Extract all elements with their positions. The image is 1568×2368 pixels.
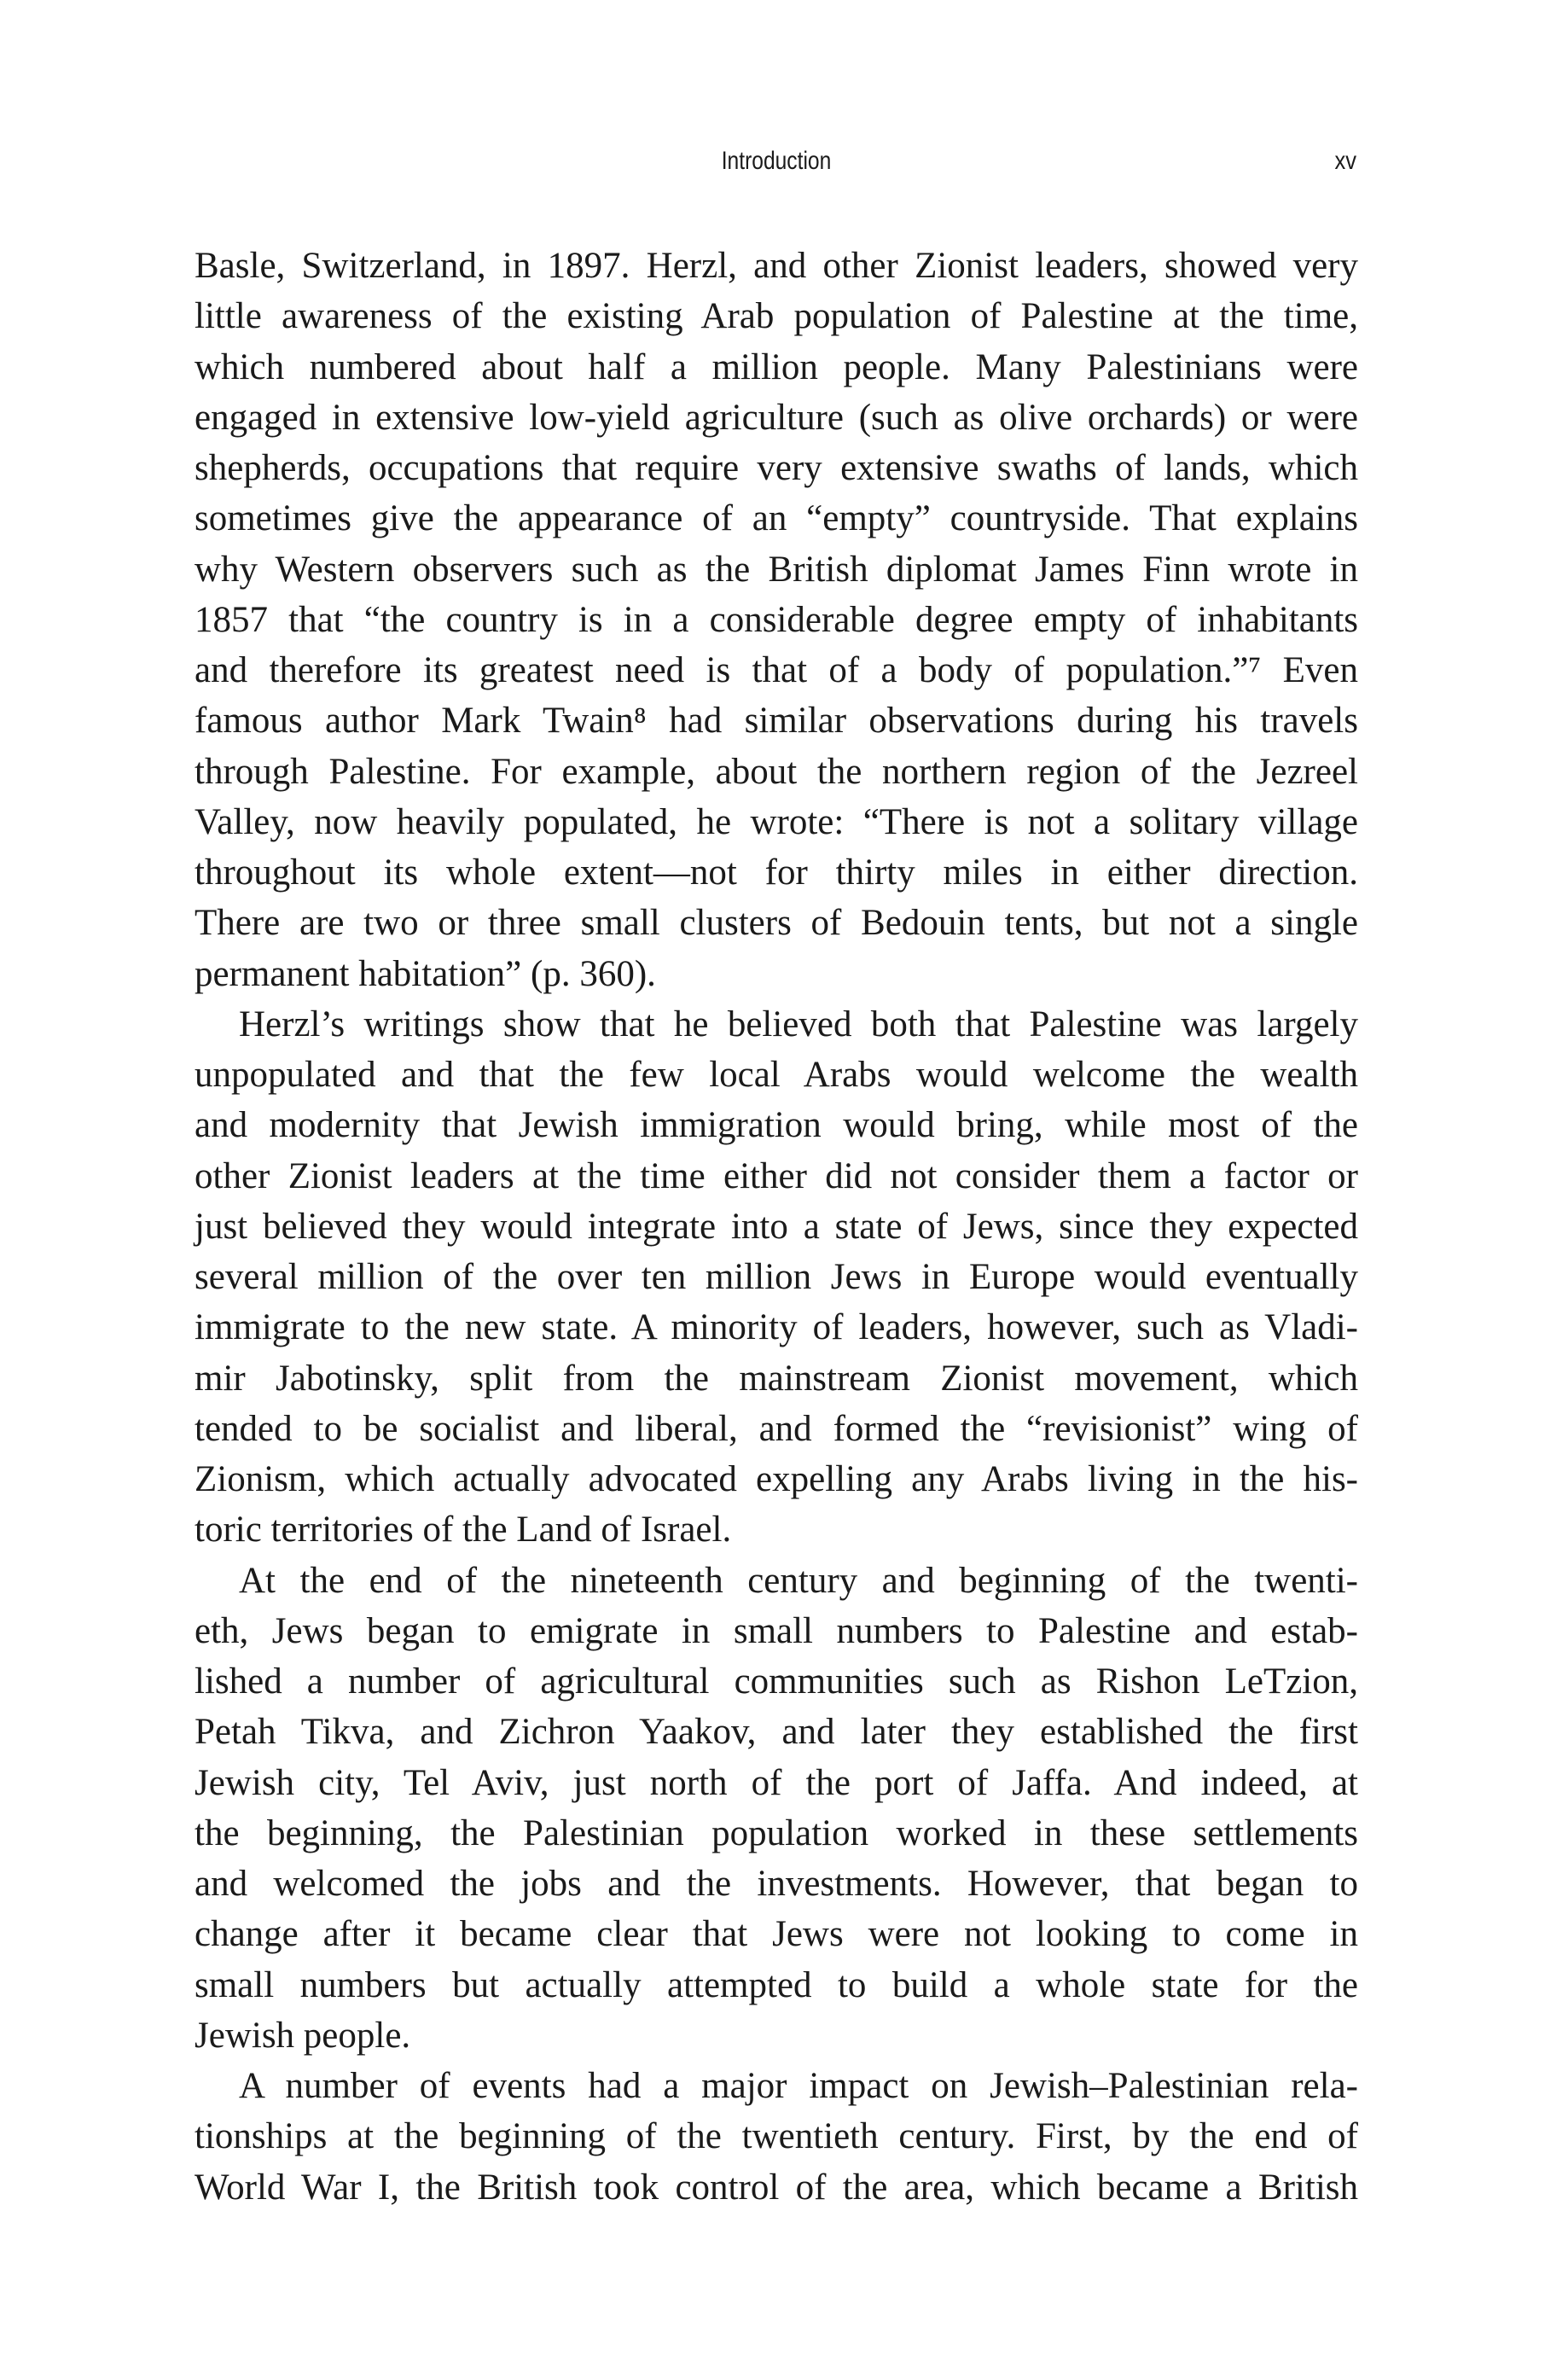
text-line: the beginning, the Palestinian population worked in these settlements: [195, 1812, 1358, 1853]
body-text: [195, 241, 1358, 2213]
text-line: change after it became clear that Jews were not looking to come in: [195, 1914, 1358, 1955]
paragraph: [195, 999, 1358, 1556]
text-line: A number of events had a major impact on Jewish–Palestinian rela-: [239, 2066, 1358, 2106]
text-line: and therefore its greatest need is that of a body of population.”⁷ Even: [195, 650, 1358, 690]
text-line: eth, Jews began to emigrate in small numbers to Palestine and estab-: [195, 1610, 1358, 1651]
paragraph: [195, 2061, 1358, 2213]
text-line: just believed they would integrate into a state of Jews, since they expected: [195, 1206, 1358, 1247]
text-line: Petah Tikva, and Zichron Yaakov, and later they established the first: [195, 1712, 1358, 1753]
running-header: [195, 147, 1358, 184]
text-line: unpopulated and that the few local Arabs would welcome the wealth: [195, 1055, 1358, 1095]
text-line: 1857 that “the country is in a considerable degree empty of inhabitants: [195, 599, 1358, 640]
text-line: and welcomed the jobs and the investments. However, that began to: [195, 1864, 1358, 1904]
text-line: lished a number of agricultural communities such as Rishon LeTzion,: [195, 1661, 1358, 1702]
text-line: sometimes give the appearance of an “empty” countryside. That explains: [195, 498, 1358, 539]
text-line: Zionism, which actually advocated expelling any Arabs living in the his-: [195, 1459, 1358, 1499]
paragraph: [195, 241, 1358, 999]
text-line: small numbers but actually attempted to build a whole state for the: [195, 1964, 1358, 2005]
running-header-title: Introduction: [721, 147, 832, 175]
text-line: which numbered about half a million people. Many Palestinians were: [195, 346, 1358, 387]
text-line: There are two or three small clusters of Bedouin tents, but not a single: [195, 903, 1358, 944]
text-line: why Western observers such as the British diplomat James Finn wrote in: [195, 549, 1358, 590]
text-line: World War I, the British took control of the area, which became a British: [195, 2167, 1358, 2208]
text-line: toric territories of the Land of Israel.: [195, 1510, 732, 1551]
text-line: and modernity that Jewish immigration would bring, while most of the: [195, 1105, 1358, 1146]
text-line: At the end of the nineteenth century and beginning of the twenti-: [239, 1560, 1358, 1601]
text-line: Jewish city, Tel Aviv, just north of the port of Jaffa. And indeed, at: [195, 1762, 1358, 1803]
text-line: tionships at the beginning of the twentieth century. First, by the end of: [195, 2116, 1358, 2157]
page-number: xv: [1334, 147, 1356, 175]
text-line: immigrate to the new state. A minority of leaders, however, such as Vladi-: [195, 1307, 1358, 1348]
text-line: famous author Mark Twain⁸ had similar observations during his travels: [195, 701, 1358, 742]
text-line: Jewish people.: [195, 2015, 411, 2056]
text-line: Herzl’s writings show that he believed both that Palestine was largely: [239, 1004, 1358, 1044]
text-line: several million of the over ten million Jews in Europe would eventually: [195, 1257, 1358, 1297]
text-line: other Zionist leaders at the time either did not consider them a factor or: [195, 1155, 1358, 1196]
text-line: throughout its whole extent—not for thirty miles in either direction.: [195, 852, 1358, 893]
text-line: mir Jabotinsky, split from the mainstream Zionist movement, which: [195, 1358, 1358, 1399]
paragraph: [195, 1556, 1358, 2062]
text-line: tended to be socialist and liberal, and formed the “revisionist” wing of: [195, 1408, 1358, 1449]
text-line: permanent habitation” (p. 360).: [195, 953, 656, 994]
text-line: engaged in extensive low-yield agriculture (such as olive orchards) or were: [195, 397, 1358, 438]
text-line: little awareness of the existing Arab population of Palestine at the time,: [195, 296, 1358, 337]
text-line: Basle, Switzerland, in 1897. Herzl, and other Zionist leaders, showed very: [195, 246, 1358, 286]
text-line: shepherds, occupations that require very extensive swaths of lands, which: [195, 448, 1358, 488]
text-line: Valley, now heavily populated, he wrote: “There is not a solitary village: [195, 801, 1358, 842]
text-line: through Palestine. For example, about the northern region of the Jezreel: [195, 751, 1358, 792]
